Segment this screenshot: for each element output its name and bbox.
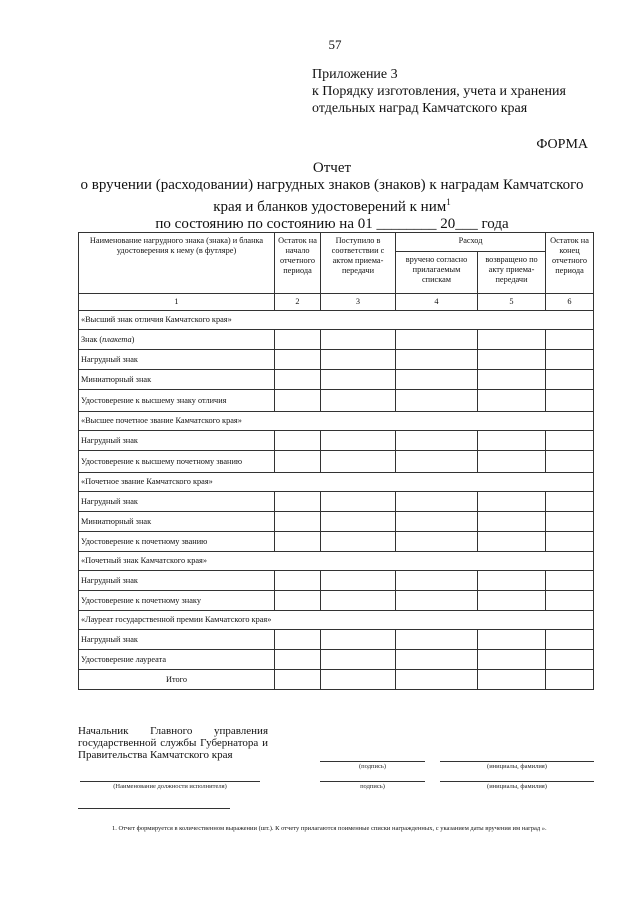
table-cell[interactable] bbox=[275, 630, 321, 650]
section-label: «Высшее почетное звание Камчатского края» bbox=[79, 412, 594, 431]
table-cell[interactable] bbox=[275, 431, 321, 451]
table-row bbox=[79, 532, 594, 552]
row-label: Удостоверение к высшему знаку отличия bbox=[79, 390, 275, 412]
table-cell[interactable] bbox=[478, 431, 546, 451]
executor-initials-caption: (инициалы, фамилия) bbox=[487, 783, 547, 790]
row-label: Нагрудный знак bbox=[79, 431, 275, 451]
section-row bbox=[79, 473, 594, 492]
table-cell[interactable] bbox=[546, 431, 594, 451]
header-returned: возвращено по акту приема-передачи bbox=[478, 252, 546, 294]
table-cell[interactable] bbox=[275, 571, 321, 591]
report-table bbox=[78, 232, 594, 690]
table-row bbox=[79, 390, 594, 412]
report-title bbox=[72, 160, 592, 233]
table-cell[interactable] bbox=[321, 591, 396, 611]
table-cell[interactable] bbox=[478, 571, 546, 591]
section-label: «Высший знак отличия Камчатского края» bbox=[79, 311, 594, 330]
table-cell[interactable] bbox=[546, 330, 594, 350]
table-cell[interactable] bbox=[275, 350, 321, 370]
section-row bbox=[79, 552, 594, 571]
signature-caption: (подпись) bbox=[359, 763, 386, 770]
table-cell[interactable] bbox=[275, 532, 321, 552]
row-label: Нагрудный знак bbox=[79, 630, 275, 650]
table-cell[interactable] bbox=[321, 630, 396, 650]
header-received: Поступило в соответствии с актом приема-передачи bbox=[321, 233, 396, 294]
column-numbers-row bbox=[79, 294, 594, 311]
table-cell[interactable] bbox=[321, 532, 396, 552]
section-label: «Почетное звание Камчатского края» bbox=[79, 473, 594, 492]
table-cell[interactable] bbox=[321, 451, 396, 473]
table-cell[interactable] bbox=[478, 512, 546, 532]
col-number: 3 bbox=[321, 294, 396, 311]
table-cell[interactable] bbox=[396, 670, 478, 690]
section-row bbox=[79, 311, 594, 330]
table-cell[interactable] bbox=[546, 451, 594, 473]
table-cell[interactable] bbox=[546, 492, 594, 512]
table-row bbox=[79, 330, 594, 350]
appendix-line-1: Приложение 3 bbox=[312, 67, 398, 82]
section-row bbox=[79, 412, 594, 431]
table-cell[interactable] bbox=[396, 431, 478, 451]
col-number: 4 bbox=[396, 294, 478, 311]
table-cell[interactable] bbox=[275, 390, 321, 412]
table-row bbox=[79, 630, 594, 650]
table-cell[interactable] bbox=[478, 630, 546, 650]
table-cell[interactable] bbox=[478, 390, 546, 412]
table-cell[interactable] bbox=[546, 591, 594, 611]
table-cell[interactable] bbox=[478, 591, 546, 611]
col-number: 6 bbox=[546, 294, 594, 311]
table-cell[interactable] bbox=[321, 330, 396, 350]
table-cell[interactable] bbox=[546, 670, 594, 690]
table-cell[interactable] bbox=[478, 370, 546, 390]
report-table-body bbox=[79, 294, 594, 690]
table-cell[interactable] bbox=[396, 330, 478, 350]
row-label: Знак (плакета) bbox=[79, 330, 275, 350]
table-cell[interactable] bbox=[396, 650, 478, 670]
table-cell[interactable] bbox=[546, 532, 594, 552]
appendix-header bbox=[312, 66, 566, 117]
table-cell[interactable] bbox=[275, 492, 321, 512]
row-label: Миниатюрный знак bbox=[79, 512, 275, 532]
header-expense: Расход bbox=[396, 233, 546, 252]
row-label: Удостоверение лауреата bbox=[79, 650, 275, 670]
table-cell[interactable] bbox=[321, 390, 396, 412]
row-label: Нагрудный знак bbox=[79, 350, 275, 370]
table-row bbox=[79, 571, 594, 591]
table-row bbox=[79, 370, 594, 390]
row-label: Нагрудный знак bbox=[79, 492, 275, 512]
executor-signature-caption: подпись) bbox=[360, 783, 385, 790]
table-row bbox=[79, 350, 594, 370]
executor-position-caption: (Наименование должности исполнителя) bbox=[113, 783, 227, 790]
table-cell[interactable] bbox=[275, 591, 321, 611]
table-cell[interactable] bbox=[396, 512, 478, 532]
executor-position-line[interactable] bbox=[80, 781, 260, 782]
footnote: 1. Отчет формируется в количественном выражении (шт.). К отчету прилагаются поименные списки награжденных, с указанием даты вручения им наград ». bbox=[112, 825, 547, 832]
footnote-separator bbox=[78, 808, 230, 809]
table-cell[interactable] bbox=[275, 330, 321, 350]
signature-line[interactable] bbox=[320, 761, 425, 762]
table-cell[interactable] bbox=[396, 532, 478, 552]
table-cell[interactable] bbox=[275, 670, 321, 690]
page-number: 57 bbox=[328, 37, 342, 52]
row-label: Нагрудный знак bbox=[79, 571, 275, 591]
table-cell[interactable] bbox=[478, 650, 546, 670]
table-cell[interactable] bbox=[275, 451, 321, 473]
table-cell[interactable] bbox=[396, 350, 478, 370]
table-cell[interactable] bbox=[478, 330, 546, 350]
section-label: «Лауреат государственной премии Камчатского края» bbox=[79, 611, 594, 630]
table-cell[interactable] bbox=[546, 650, 594, 670]
title-line-2: о вручении (расходовании) нагрудных знаков (знаков) к наградам Камчатского bbox=[80, 177, 584, 193]
total-row bbox=[79, 670, 594, 690]
executor-initials-line[interactable] bbox=[440, 781, 594, 782]
table-cell[interactable] bbox=[396, 451, 478, 473]
footnote-marker: 1 bbox=[446, 197, 451, 207]
table-cell[interactable] bbox=[546, 630, 594, 650]
col-number: 5 bbox=[478, 294, 546, 311]
table-row bbox=[79, 512, 594, 532]
signer-position: Начальник Главного управления государственной службы Губернатора и Правительства Камчатского края bbox=[78, 725, 268, 761]
section-label: «Почетный знак Камчатского края» bbox=[79, 552, 594, 571]
table-cell[interactable] bbox=[321, 370, 396, 390]
section-row bbox=[79, 611, 594, 630]
table-cell[interactable] bbox=[321, 650, 396, 670]
table-cell[interactable] bbox=[396, 492, 478, 512]
table-cell[interactable] bbox=[546, 571, 594, 591]
col-number: 2 bbox=[275, 294, 321, 311]
table-cell[interactable] bbox=[546, 350, 594, 370]
title-line-4: по состоянию по состоянию на 01 ________ 20___ года bbox=[155, 216, 509, 232]
header-name: Наименование нагрудного знака (знака) и бланка удостоверения к нему (в футляре) bbox=[79, 233, 275, 294]
table-cell[interactable] bbox=[478, 350, 546, 370]
table-cell[interactable] bbox=[396, 571, 478, 591]
row-label: Удостоверение к почетному знаку bbox=[79, 591, 275, 611]
executor-signature-line[interactable] bbox=[320, 781, 425, 782]
appendix-line-2: к Порядку изготовления, учета и хранения bbox=[312, 84, 566, 99]
table-row bbox=[79, 431, 594, 451]
form-label: ФОРМА bbox=[536, 137, 588, 152]
initials-caption: (инициалы, фамилия) bbox=[487, 763, 547, 770]
table-cell[interactable] bbox=[396, 591, 478, 611]
table-row bbox=[79, 451, 594, 473]
table-cell[interactable] bbox=[478, 451, 546, 473]
table-cell[interactable] bbox=[546, 370, 594, 390]
col-number: 1 bbox=[79, 294, 275, 311]
table-cell[interactable] bbox=[478, 670, 546, 690]
table-cell[interactable] bbox=[478, 532, 546, 552]
initials-line[interactable] bbox=[440, 761, 594, 762]
row-label: Удостоверение к высшему почетному званию bbox=[79, 451, 275, 473]
header-handed: вручено согласно прилагаемым спискам bbox=[396, 252, 478, 294]
table-row bbox=[79, 492, 594, 512]
row-label: Удостоверение к почетному званию bbox=[79, 532, 275, 552]
table-cell[interactable] bbox=[321, 431, 396, 451]
table-cell[interactable] bbox=[321, 492, 396, 512]
row-label: Миниатюрный знак bbox=[79, 370, 275, 390]
title-line-3: края и бланков удостоверений к ним bbox=[213, 199, 447, 215]
table-cell[interactable] bbox=[321, 670, 396, 690]
table-cell[interactable] bbox=[321, 512, 396, 532]
table-cell[interactable] bbox=[321, 350, 396, 370]
table-cell[interactable] bbox=[546, 512, 594, 532]
table-cell[interactable] bbox=[275, 512, 321, 532]
table-cell[interactable] bbox=[321, 571, 396, 591]
table-cell[interactable] bbox=[546, 390, 594, 412]
table-cell[interactable] bbox=[396, 390, 478, 412]
table-cell[interactable] bbox=[396, 630, 478, 650]
table-cell[interactable] bbox=[275, 650, 321, 670]
total-label: Итого bbox=[79, 670, 275, 690]
table-cell[interactable] bbox=[275, 370, 321, 390]
table-row bbox=[79, 591, 594, 611]
header-end: Остаток на конец отчетного периода bbox=[546, 233, 594, 294]
title-line-1: Отчет bbox=[312, 160, 352, 176]
table-cell[interactable] bbox=[396, 370, 478, 390]
table-row bbox=[79, 650, 594, 670]
appendix-line-3: отдельных наград Камчатского края bbox=[312, 101, 528, 116]
table-cell[interactable] bbox=[478, 492, 546, 512]
header-start: Остаток на начало отчетного периода bbox=[275, 233, 321, 294]
